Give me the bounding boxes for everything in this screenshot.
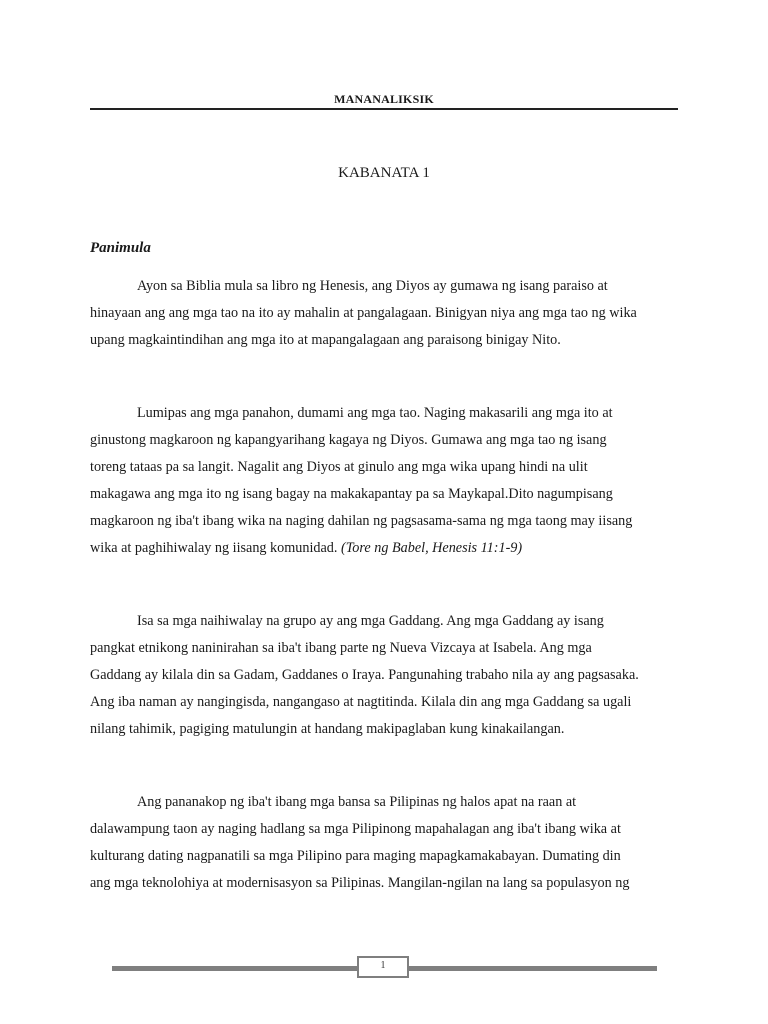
paragraph-line: Gaddang ay kilala din sa Gadam, Gaddanes o Iraya. Pangunahing trabaho nila ay ang pagsasaka. xyxy=(90,667,639,683)
header-rule xyxy=(90,108,678,110)
paragraph-line: makagawa ang mga ito ng isang bagay na makakapantay pa sa Maykapal.Dito nagumpisang xyxy=(90,486,613,502)
chapter-title: KABANATA 1 xyxy=(338,165,430,181)
paragraph-line: Ang iba naman ay nangingisda, nangangaso at nagtitinda. Kilala din ang mga Gaddang sa ugali xyxy=(90,694,632,710)
running-header: MANANALIKSIK xyxy=(334,92,434,106)
paragraph-line: dalawampung taon ay naging hadlang sa mga Pilipinong mapahalagan ang iba't ibang wika at xyxy=(90,821,621,837)
paragraph-line: hinayaan ang ang mga tao na ito ay mahalin at pangalagaan. Binigyan niya ang mga tao ng wika xyxy=(90,305,637,321)
paragraph-line: Isa sa mga naihiwalay na grupo ay ang mga Gaddang. Ang mga Gaddang ay isang xyxy=(137,613,604,629)
paragraph-line: nilang tahimik, pagiging matulungin at handang makipaglaban kung kinakailangan. xyxy=(90,721,565,737)
paragraph-line: Ang pananakop ng iba't ibang mga bansa sa Pilipinas ng halos apat na raan at xyxy=(137,794,577,810)
paragraph-line: Lumipas ang mga panahon, dumami ang mga tao. Naging makasarili ang mga ito at xyxy=(137,405,613,421)
paragraph-line: toreng tataas pa sa langit. Nagalit ang Diyos at ginulo ang mga wika upang hindi na ulit xyxy=(90,459,588,475)
page-number: 1 xyxy=(357,956,409,978)
paragraph-line: Ayon sa Biblia mula sa libro ng Henesis, ang Diyos ay gumawa ng isang paraiso at xyxy=(137,278,608,294)
paragraph-line-text: wika at paghihiwalay ng iisang komunidad. xyxy=(90,540,338,556)
bible-citation: (Tore ng Babel, Henesis 11:1-9) xyxy=(341,540,523,556)
paragraph-line: ang mga teknolohiya at modernisasyon sa Pilipinas. Mangilan-ngilan na lang sa populasyon ng xyxy=(90,875,630,891)
paragraph-line: pangkat etnikong naninirahan sa iba't ibang parte ng Nueva Vizcaya at Isabela. Ang mga xyxy=(90,640,592,656)
paragraph-1 xyxy=(90,273,678,354)
paragraph-3 xyxy=(90,608,678,743)
section-heading: Panimula xyxy=(90,240,151,256)
paragraph-line xyxy=(90,535,678,562)
paragraph-2 xyxy=(90,400,678,562)
paragraph-line: magkaroon ng iba't ibang wika na naging dahilan ng pagsasama-sama ng mga taong may iisang xyxy=(90,513,633,529)
paragraph-line: ginustong magkaroon ng kapangyarihang kagaya ng Diyos. Gumawa ang mga tao ng isang xyxy=(90,432,607,448)
paragraph-line: upang magkaintindihan ang mga ito at mapangalagaan ang paraisong binigay Nito. xyxy=(90,332,561,348)
paragraph-line: kulturang dating nagpanatili sa mga Pilipino para maging mapagkamakabayan. Dumating din xyxy=(90,848,621,864)
paragraph-4 xyxy=(90,789,678,897)
